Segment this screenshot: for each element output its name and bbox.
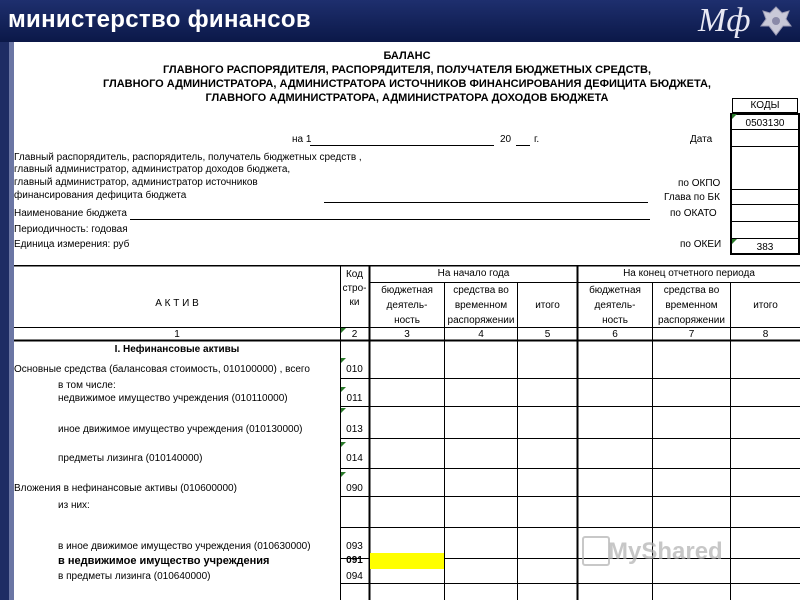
okato-label: по ОКАТО: [670, 208, 717, 219]
end-of-period-header: На конец отчетного периода: [623, 268, 755, 279]
table-row-label: предметы лизинга (010140000): [58, 453, 203, 464]
col-active-header: А К Т И В: [155, 298, 199, 309]
form-title-line-4: ГЛАВНОГО АДМИНИСТРАТОРА, АДМИНИСТРАТОРА ДОХОДОВ БЮДЖЕТА: [205, 92, 609, 104]
table-row-code: 011: [346, 393, 363, 404]
watermark-icon: [582, 536, 610, 566]
highlighted-cell[interactable]: [370, 553, 444, 569]
col-number: 7: [688, 329, 695, 340]
okpo-label: по ОКПО: [678, 178, 721, 189]
sub-temp-header-end: средства во: [663, 285, 720, 296]
sub-budget-header: бюджетная: [381, 285, 433, 296]
col-number: 3: [404, 329, 410, 340]
okei-value: 383: [756, 242, 774, 253]
start-of-year-header: На начало года: [437, 268, 510, 279]
table-row-code: 090: [346, 483, 363, 494]
form-title: БАЛАНС: [383, 50, 431, 62]
table-row-label: в предметы лизинга (010640000): [58, 571, 211, 582]
meta-line-1: Главный распорядитель, распорядитель, получатель бюджетных средств ,: [14, 152, 362, 163]
table-row-code: 093: [346, 541, 363, 552]
table-row-pre: из них:: [58, 500, 90, 511]
sub-temp-header: средства во: [453, 285, 509, 296]
org-title: министерство финансов: [8, 6, 311, 33]
codes-header: КОДЫ: [750, 100, 780, 111]
table-row-code: 014: [346, 453, 363, 464]
meta-line-3: главный администратор, администратор источников: [14, 177, 258, 188]
meta-line-2: главный администратор, администратор доходов бюджета,: [14, 164, 291, 175]
table-row-code: 091: [346, 555, 363, 566]
balance-table: А К Т И В Код стро- ки На начало года На конец отчетного периода бюджетная деятель- ность средства во временном распоряжении итого бюджетная деятель- ность средства во временном распоряжении итого 1 2 3 4 5 6 7 8 I. Нефинансовые активы Основные средства (балансовая стоимость, 010100000) , всего 010 в том числе: недвижимое имущество учреждения (010110000) 011 иное движимое имущество учреждения (010130000) 013 предметы лизинга (010140000) 014 Вложения в нефинансовые активы (010600000) 090 из них: в недвижимое имущество учреждения 091 в иное движимое имущество учреждения (010630000) 093 в предметы лизинга (010640000) 094: [14, 265, 800, 600]
periodicity-text: Периодичность: годовая: [14, 224, 128, 235]
year-prefix: 20: [500, 134, 512, 145]
col-number: 6: [612, 329, 618, 340]
organization-field[interactable]: [324, 202, 648, 203]
sub-total-header: итого: [535, 300, 560, 311]
date-label: Дата: [690, 134, 713, 145]
table-row-label-bold: в недвижимое имущество учреждения: [58, 555, 270, 567]
meta-line-4: финансирования дефицита бюджета: [14, 190, 187, 201]
table-row-code: 094: [346, 571, 363, 582]
table-row-label: недвижимое имущество учреждения (010110000): [58, 393, 288, 404]
form-title-line-2: ГЛАВНОГО РАСПОРЯДИТЕЛЯ, РАСПОРЯДИТЕЛЯ, ПОЛУЧАТЕЛЯ БЮДЖЕТНЫХ СРЕДСТВ,: [162, 64, 652, 76]
table-row-pre: в том числе:: [58, 380, 116, 391]
col-number: 2: [351, 329, 358, 340]
col-number: 8: [762, 329, 769, 340]
codes-column: [730, 113, 800, 255]
budget-name-field[interactable]: [130, 219, 650, 220]
form-code-value: 0503130: [745, 118, 785, 129]
col-code-header: Код: [345, 269, 363, 280]
col-number: 1: [174, 329, 180, 340]
year-suffix: г.: [534, 134, 540, 145]
section-title: I. Нефинансовые активы: [114, 344, 240, 355]
balance-form: [14, 42, 800, 600]
unit-text: Единица измерения: руб: [14, 239, 130, 250]
table-row-label: Основные средства (балансовая стоимость, 010100000) , всего: [14, 364, 310, 375]
table-row-label: иное движимое имущество учреждения (010130000): [58, 424, 303, 435]
minfin-logo: Мф: [698, 2, 751, 39]
sub-budget-header-end: бюджетная: [589, 285, 641, 296]
table-row-code: 013: [346, 424, 363, 435]
year-field[interactable]: [516, 145, 530, 146]
col-number: 4: [478, 329, 484, 340]
date-prefix: на 1: [292, 134, 312, 145]
col-number: 5: [544, 329, 551, 340]
watermark: MyShared: [608, 538, 723, 565]
header-bar: [0, 0, 800, 42]
table-row-code: 010: [346, 364, 363, 375]
sub-total-header-end: итого: [753, 300, 778, 311]
table-row-label: Вложения в нефинансовые активы (010600000): [14, 483, 237, 494]
left-accent-bar: [0, 42, 9, 600]
glava-label: Глава по БК: [664, 192, 720, 203]
budget-name-label: Наименование бюджета: [14, 208, 127, 219]
table-row-label: в иное движимое имущество учреждения (010630000): [58, 541, 311, 552]
okei-label: по ОКЕИ: [680, 239, 722, 250]
form-title-line-3: ГЛАВНОГО АДМИНИСТРАТОРА, АДМИНИСТРАТОРА ИСТОЧНИКОВ ФИНАНСИРОВАНИЯ ДЕФИЦИТА БЮДЖЕТА,: [103, 78, 711, 90]
coat-of-arms-icon: [758, 4, 794, 38]
date-field[interactable]: [310, 145, 494, 146]
